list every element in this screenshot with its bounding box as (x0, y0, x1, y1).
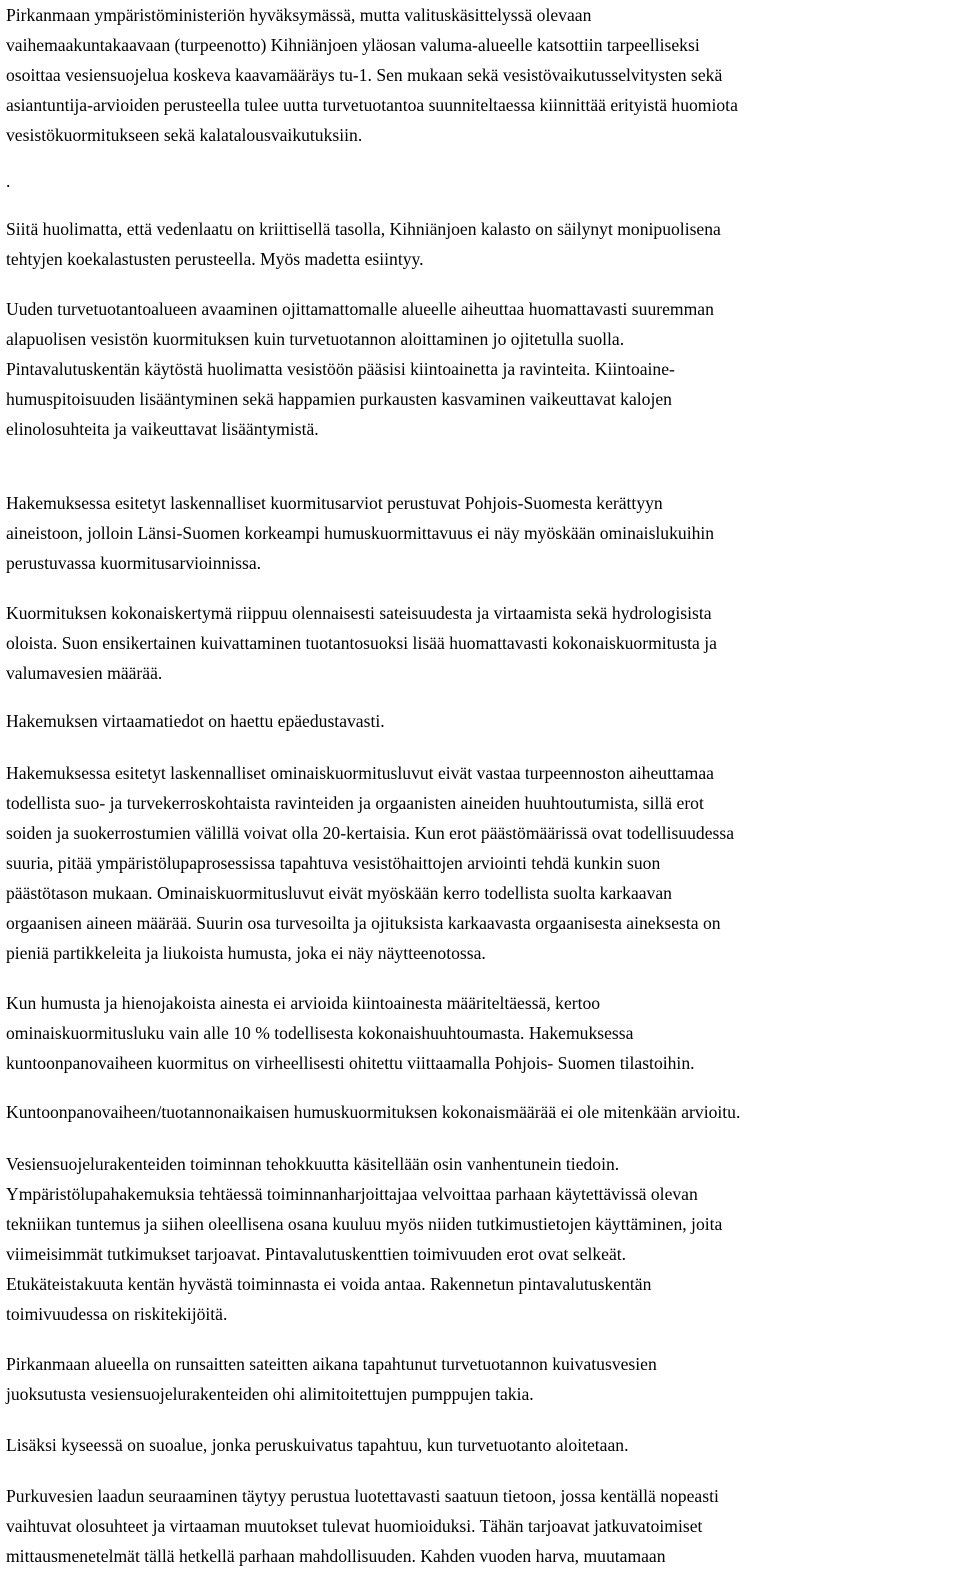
text-line: todellista suo- ja turvekerroskohtaista ravinteiden ja orgaanisten aineiden huuhtoutumista, sillä erot (6, 793, 704, 813)
paragraph-marsh-area (6, 1430, 956, 1460)
text-line: aineistoon, jolloin Länsi-Suomen korkeampi humuskuormittavuus ei näy myöskään ominaislukuihin (6, 523, 715, 543)
text-line: asiantuntija-arvioiden perusteella tulee uutta turvetuotantoa suunniteltaessa kiinnittää erityistä huomiota (6, 95, 738, 115)
text-line: oloista. Suon ensikertainen kuivattaminen tuotantosuoksi lisää huomattavasti kokonaiskuormitusta ja (6, 633, 717, 653)
paragraph-monitoring (6, 1481, 956, 1571)
paragraph-total-load (6, 598, 956, 688)
text-line: suuria, pitää ympäristölupaprosessissa tapahtuva vesistöhaittojen arviointi tehdä kunkin suon (6, 853, 661, 873)
text-line: Etukäteistakuuta kentän hyvästä toiminnasta ei voida antaa. Rakennetun pintavalutuskentän (6, 1274, 652, 1294)
text-line: Pirkanmaan ympäristöministeriön hyväksymässä, mutta valituskäsittelyssä olevaan (6, 5, 592, 25)
text-line: Kun humusta ja hienojakoista ainesta ei arvioida kiintoainesta määriteltäessä, kertoo (6, 993, 601, 1013)
text-line: Vesiensuojelurakenteiden toiminnan tehokkuutta käsitellään osin vanhentunein tiedoin. (6, 1154, 620, 1174)
text-line: Pirkanmaan alueella on runsaitten sateitten aikana tapahtunut turvetuotannon kuivatusvesien (6, 1354, 657, 1374)
text-line: perustuvassa kuormitusarvioinnissa. (6, 553, 262, 573)
text-line: Hakemuksessa esitetyt laskennalliset kuormitusarviot perustuvat Pohjois-Suomesta kerättyyn (6, 493, 663, 513)
text-line: orgaanisen aineen määrää. Suurin osa turvesoilta ja ojituksista karkaavasta orgaanisesta aineksesta on (6, 913, 721, 933)
text-line: Lisäksi kyseessä on suoalue, jonka peruskuivatus tapahtuu, kun turvetuotanto aloitetaan. (6, 1435, 629, 1455)
paragraph-protection-structures (6, 1149, 956, 1329)
paragraph-humus (6, 988, 956, 1078)
text-line: humuspitoisuuden lisääntyminen sekä happamien purkausten kasvaminen vaikeuttavat kalojen (6, 389, 672, 409)
text-line: valumavesien määrää. (6, 663, 163, 683)
paragraph-specific-load (6, 758, 956, 968)
paragraph-separator-dot (6, 166, 956, 196)
paragraph-preparation-phase (6, 1097, 956, 1127)
text-line: vesistökuormitukseen sekä kalatalousvaikutuksiin. (6, 125, 363, 145)
text-line: Kuntoonpanovaiheen/tuotannonaikaisen humuskuormituksen kokonaismäärää ei ole mitenkään arvioitu. (6, 1102, 741, 1122)
text-line: soiden ja suokerrostumien välillä voivat olla 20-kertaisia. Kun erot päästömäärissä ovat todellisuudessa (6, 823, 735, 843)
paragraph-pirkanmaa-discharge (6, 1349, 956, 1409)
text-line: Ympäristölupahakemuksia tehtäessä toiminnanharjoittajaa velvoittaa parhaan käytettävissä olevan (6, 1184, 698, 1204)
paragraph-flow-data (6, 706, 956, 736)
text-line: vaihtuvat olosuhteet ja virtaaman muutokset tulevat huomioiduksi. Tähän tarjoavat jatkuvatoimiset (6, 1516, 703, 1536)
text-line: tekniikan tuntemus ja siihen oleellisena osana kuuluu myös niiden tutkimustietojen käyttäminen, joita (6, 1214, 723, 1234)
text-line: kuntoonpanovaiheen kuormitus on virheellisesti ohitettu viittaamalla Pohjois- Suomen tilastoihin. (6, 1053, 695, 1073)
text-line: pieniä partikkeleita ja liukoista humusta, joka ei näy näytteenotossa. (6, 943, 486, 963)
text-line: vaihemaakuntakaavaan (turpeenotto) Kihniänjoen yläosan valuma-alueelle katsottiin tarpeelliseksi (6, 35, 700, 55)
text-line: Purkuvesien laadun seuraaminen täytyy perustua luotettavasti saatuun tietoon, jossa kentällä nopeasti (6, 1486, 719, 1506)
text-line: juoksutusta vesiensuojelurakenteiden ohi alimitoitettujen pumppujen takia. (6, 1384, 534, 1404)
text-line: alapuolisen vesistön kuormituksen kuin turvetuotannon aloittaminen jo ojitetulla suolla. (6, 329, 625, 349)
text-line: Pintavalutuskentän käytöstä huolimatta vesistöön pääsisi kiintoainetta ja ravinteita. Kiintoaine- (6, 359, 675, 379)
text-line: osoittaa vesiensuojelua koskeva kaavamääräys tu-1. Sen mukaan sekä vesistövaikutusselvitysten sekä (6, 65, 723, 85)
text-line: päästötason mukaan. Ominaiskuormitusluvut eivät myöskään kerro todellista suolta karkaavan (6, 883, 672, 903)
paragraph-fish-stock (6, 214, 956, 274)
text-line: viimeisimmät tutkimukset tarjoavat. Pintavalutuskenttien toimivuuden erot ovat selkeät. (6, 1244, 627, 1264)
paragraph-regional-plan (6, 0, 956, 150)
text-line: toimivuudessa on riskitekijöitä. (6, 1304, 228, 1324)
text-line: ominaiskuormitusluku vain alle 10 % todellisesta kokonaishuuhtoumasta. Hakemuksessa (6, 1023, 634, 1043)
paragraph-new-peat-area (6, 294, 956, 444)
text-line: Uuden turvetuotantoalueen avaaminen ojittamattomalle alueelle aiheuttaa huomattavasti suuremman (6, 299, 714, 319)
text-line: Siitä huolimatta, että vedenlaatu on kriittisellä tasolla, Kihniänjoen kalasto on säilynyt monipuolisena (6, 219, 721, 239)
text-line: Hakemuksen virtaamatiedot on haettu epäedustavasti. (6, 711, 385, 731)
paragraph-load-estimates (6, 488, 956, 578)
text-line: elinolosuhteita ja vaikeuttavat lisääntymistä. (6, 419, 319, 439)
text-line: Kuormituksen kokonaiskertymä riippuu olennaisesti sateisuudesta ja virtaamista sekä hydrologisista (6, 603, 712, 623)
text-line: Hakemuksessa esitetyt laskennalliset ominaiskuormitusluvut eivät vastaa turpeennoston aiheuttamaa (6, 763, 714, 783)
text-line: tehtyjen koekalastusten perusteella. Myös madetta esiintyy. (6, 249, 424, 269)
text-line: mittausmenetelmät tällä hetkellä parhaan mahdollisuuden. Kahden vuoden harva, muutamaan (6, 1546, 666, 1566)
text-line: . (6, 171, 11, 191)
